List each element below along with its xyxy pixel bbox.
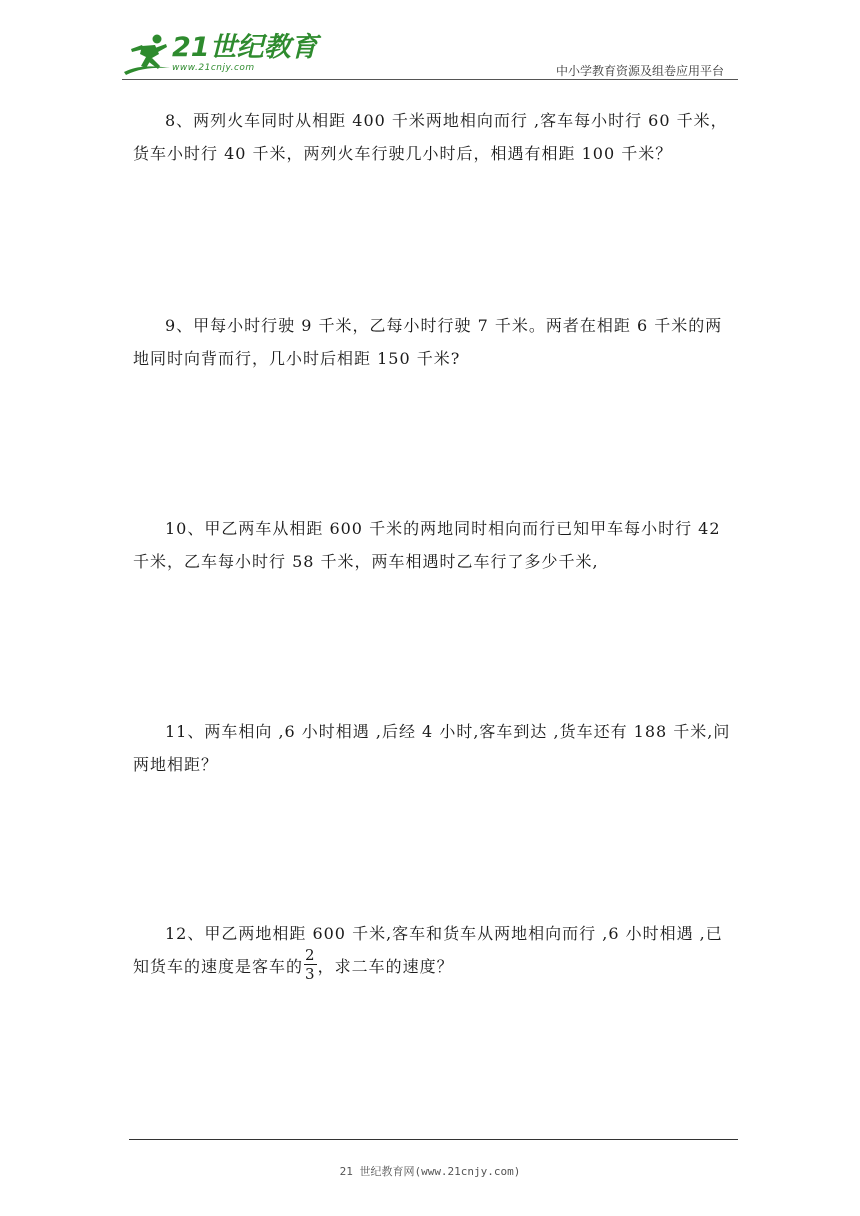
platform-name: 中小学教育资源及组卷应用平台 xyxy=(555,64,724,78)
question-12-text-after: ，求二车的速度？ xyxy=(317,957,454,976)
fraction-numerator: 2 xyxy=(305,946,316,964)
footer-text: 21 世纪教育网(www.21cnjy.com) xyxy=(339,1165,521,1178)
logo-subtitle: www.21cnjy.com xyxy=(172,63,255,73)
logo xyxy=(122,32,318,78)
fraction-denominator: 3 xyxy=(305,965,316,983)
question-9: 9、甲每小时行驶 9 千米，乙每小时行驶 7 千米。两者在相距 6 千米的两地同时向背而行，几小时后相距 150 千米? xyxy=(133,316,723,368)
runner-logo-icon xyxy=(122,32,172,78)
question-11: 11、两车相向 ,6 小时相遇 ,后经 4 小时,客车到达 ,货车还有 188 千米,问两地相距？ xyxy=(133,722,731,774)
footer-divider xyxy=(129,1139,738,1140)
question-10: 10、甲乙两车从相距 600 千米的两地同时相向而行已知甲车每小时行 42 千米，乙车每小时行 58 千米，两车相遇时乙车行了多少千米, xyxy=(133,519,721,571)
question-8: 8、两列火车同时从相距 400 千米两地相向而行 ,客车每小时行 60 千米，货车小时行 40 千米，两列火车行驶几小时后，相遇有相距 100 千米？ xyxy=(133,111,728,163)
fraction-two-thirds xyxy=(304,947,317,982)
header-divider xyxy=(122,79,738,80)
page-header xyxy=(122,28,738,80)
question-12 xyxy=(133,917,731,985)
logo-title: 21世纪教育 xyxy=(172,32,318,63)
question-12-text-before: 12、甲乙两地相距 600 千米,客车和货车从两地相向而行 ,6 小时相遇 ,已知货车的速度是客车的 xyxy=(133,924,723,976)
